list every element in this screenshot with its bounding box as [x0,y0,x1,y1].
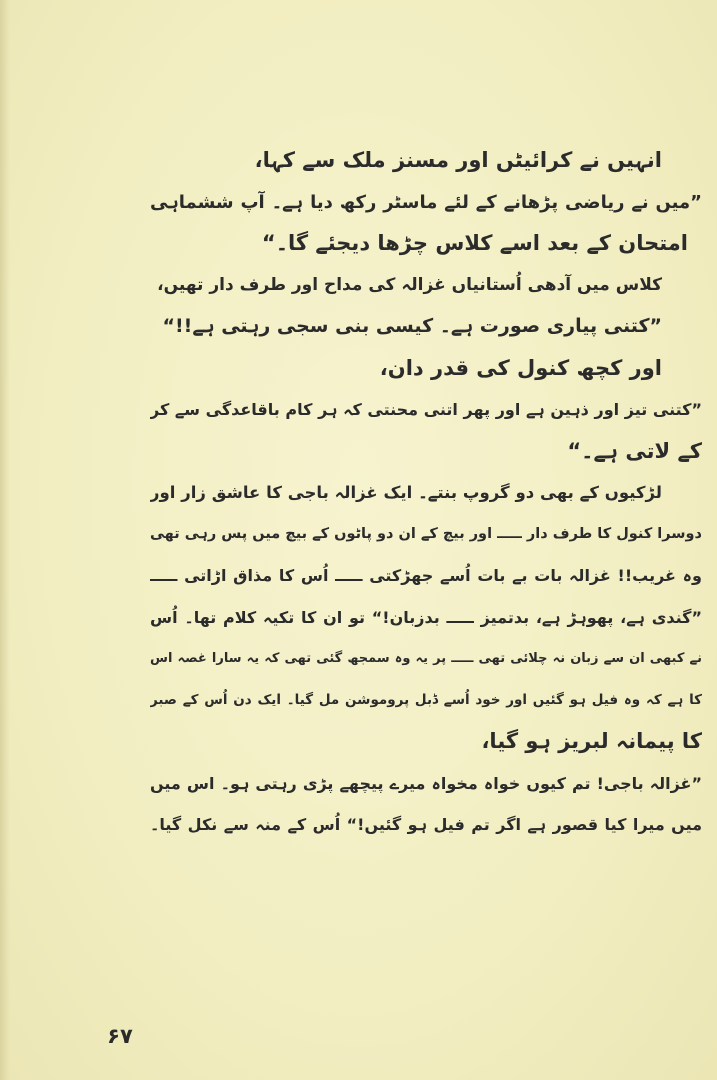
text-line: کا ہے کہ وہ فیل ہو گئیں اور خود اُسے ڈبل پروموشن مل گیا۔ ایک دن اُس کے صبر [150,691,702,708]
text-line: دوسرا کنول کا طرف دار ـــــ اور بیچ کے ان دو پاٹوں کے بیچ میں پس رہی تھی [150,525,702,542]
text-line: نے کبھی ان سے زبان نہ چلائی تھی ـــــ پر یہ وہ سمجھ گئی تھی کہ یہ سارا غصہ اس [150,651,702,666]
text-line: ”کتنی پیاری صورت ہے۔ کیسی بنی سجی رہتی ہے!!“ [162,315,662,337]
page-number: ۶۷ [107,1024,133,1048]
text-line: ”کتنی تیز اور ذہین ہے اور پھر اتنی محنتی کہ ہر کام باقاعدگی سے کر [150,400,702,419]
text-line: وہ غریب!! غزالہ بات بے بات اُسے جھڑکتی ـــــ اُس کا مذاق اڑاتی ـــــ [150,566,702,585]
text-line: کا پیمانہ لبریز ہو گیا، [481,729,702,753]
text-line: امتحان کے بعد اسے کلاس چڑھا دیجئے گا۔“ [261,231,688,255]
text-line: انہیں نے کرائیٹں اور مسنز ملک سے کہا، [254,148,662,172]
text-line: کلاس میں آدھی اُستانیاں غزالہ کی مداح اور طرف دار تھیں، [157,274,662,295]
text-line: ”گندی ہے، پھوہڑ ہے، بدتمیز ـــــ بدزبان!“ تو ان کا تکیہ کلام تھا۔ اُس [150,607,702,627]
text-line: اور کچھ کنول کی قدر دان، [379,355,662,380]
text-line: کے لاتی ہے۔“ [567,438,702,463]
page-text [150,140,702,846]
text-line: ”میں نے ریاضی پڑھانے کے لئے ماسٹر رکھ دیا ہے۔ آپ ششماہی [150,191,702,213]
text-line: ”غزالہ باجی! تم کیوں خواہ مخواہ میرے پیچھے پڑی رہتی ہو۔ اس میں [150,773,702,793]
page-edge-shadow [0,0,10,1080]
text-line: میں میرا کیا قصور ہے اگر تم فیل ہو گئیں!“ اُس کے منہ سے نکل گیا۔ [150,815,702,834]
text-line: لڑکیوں کے بھی دو گروپ بنتے۔ ایک غزالہ باجی کا عاشق زار اور [150,483,662,502]
